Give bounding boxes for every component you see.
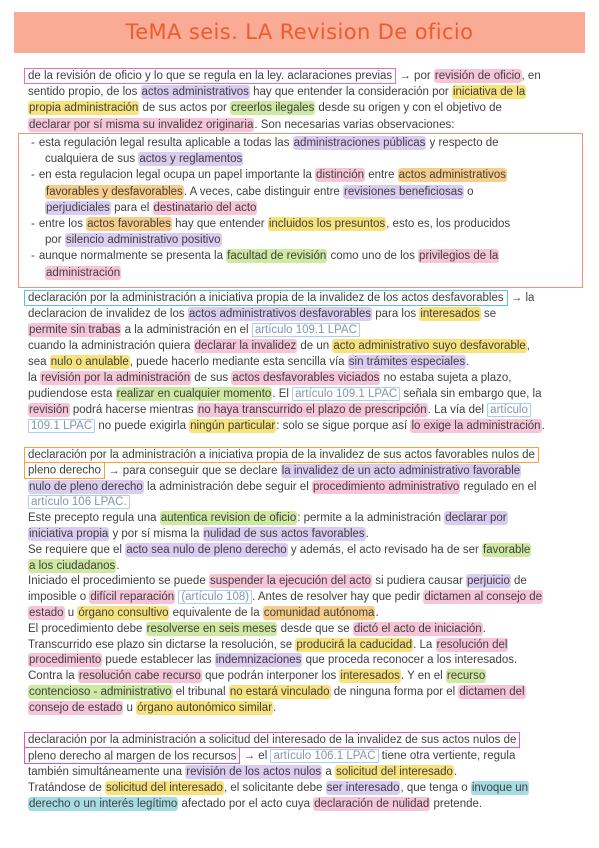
highlighted-term: indemnizaciones	[215, 654, 302, 667]
highlighted-term: declarar por	[445, 512, 507, 525]
bullet-marker: -	[31, 137, 35, 149]
highlighted-term: actos administrativos	[398, 169, 506, 182]
highlighted-term: solicitud del interesado	[335, 766, 453, 778]
highlighted-term: lo exige la administración	[411, 420, 541, 432]
text-line	[28, 559, 576, 575]
text-run: o	[463, 185, 474, 198]
text-run: Este precepto regula una	[28, 512, 160, 525]
text-run: y por sí misma la	[109, 527, 203, 540]
text-line	[31, 184, 576, 200]
text-run: . El	[272, 388, 293, 400]
highlighted-term: actos desfavorables viciados	[232, 372, 380, 384]
article-reference: artículo	[487, 403, 531, 417]
highlighted-term: permite sin trabas	[29, 324, 121, 336]
line-content	[28, 606, 379, 622]
text-run: no estaba sujeta a plazo,	[380, 372, 512, 384]
highlighted-term: procedimiento administrativo	[312, 480, 460, 493]
text-run: Tratándose de	[28, 782, 105, 794]
title-banner	[14, 12, 585, 53]
text-line	[28, 402, 576, 418]
line-content	[28, 653, 517, 669]
line-content	[28, 117, 454, 133]
line-content	[45, 184, 474, 200]
text-line	[28, 448, 576, 464]
text-line	[28, 669, 576, 685]
line-content	[28, 480, 536, 496]
line-content	[28, 84, 526, 100]
text-line	[28, 117, 576, 133]
highlighted-term: estado	[29, 606, 64, 619]
text-line	[28, 370, 576, 386]
highlighted-term: consejo de estado	[29, 701, 123, 714]
text-run: . La vía del	[427, 404, 488, 416]
highlighted-term: derecho o un interés legítimo	[29, 798, 178, 810]
text-line	[28, 748, 576, 764]
section-heading: de la revisión de oficio y lo que se regula en la ley. aclaraciones previas	[24, 68, 396, 84]
line-content	[28, 100, 502, 116]
highlighted-term: distinción	[316, 169, 364, 182]
highlighted-term: actos y reglamentos	[139, 153, 243, 166]
text-run: podrá hacerse mientras	[69, 404, 197, 416]
highlighted-term: facultad de revisión	[227, 250, 327, 263]
line-content	[28, 354, 469, 370]
bullet-marker: -	[31, 169, 35, 182]
text-line	[28, 386, 576, 402]
text-run: para los	[372, 308, 420, 320]
text-run: Contra la	[28, 670, 78, 683]
text-line	[28, 68, 576, 84]
line-content	[28, 511, 508, 527]
article-reference: artículo 106.1 LPAC	[270, 749, 378, 763]
highlighted-term: procedimiento	[29, 654, 102, 667]
section-heading: pleno derecho	[24, 462, 105, 479]
highlighted-term: la invalidez de un acto administrativo favorable	[281, 464, 521, 477]
text-run: como uno de los	[327, 250, 419, 263]
text-run: aunque normalmente se presenta la	[38, 250, 227, 263]
highlighted-term: revisiones beneficiosas	[344, 185, 463, 198]
text-line	[28, 732, 576, 748]
article-reference: artículo 109.1 LPAC	[292, 387, 400, 401]
intro-paragraph	[28, 68, 576, 133]
text-run: pretende.	[430, 798, 483, 810]
text-line	[28, 780, 576, 796]
highlighted-term: dictamen al consejo de	[424, 591, 543, 604]
text-run: . Y en el	[400, 670, 446, 683]
line-content	[28, 386, 542, 402]
line-content	[45, 232, 222, 248]
text-run: .	[273, 701, 277, 714]
highlighted-term: ningún particular	[190, 420, 276, 432]
text-run: : solo se sigue porque así	[276, 420, 411, 432]
highlighted-term: creerlos ilegales	[231, 102, 315, 115]
highlighted-term: resolverse en seis meses	[146, 622, 277, 635]
text-run: cuando la administración quiera	[28, 340, 194, 352]
text-line	[28, 306, 576, 322]
text-run: desde que se	[277, 622, 353, 635]
text-run: por	[45, 234, 65, 247]
highlighted-term: sin trámites especiales	[348, 356, 466, 368]
section-heading: declaración por la administración a solicitud del interesado de la invalidez de sus actos nulos de	[24, 732, 520, 748]
text-run: .	[375, 606, 379, 619]
highlighted-term: incluidos los presuntos	[268, 217, 386, 230]
highlighted-term: producirá la caducidad	[296, 638, 413, 651]
text-run: → la	[507, 292, 535, 304]
line-content	[28, 638, 508, 654]
text-line	[28, 590, 576, 606]
text-run: de	[510, 575, 527, 588]
highlighted-term: acto administrativo suyo desfavorable	[333, 340, 526, 352]
highlighted-term: suspender la ejecución del acto	[209, 575, 372, 588]
text-run: puede establecer las	[102, 654, 215, 667]
highlighted-term: no estará vinculado	[229, 685, 330, 698]
line-content	[28, 290, 534, 306]
highlighted-term: revisión por la administración	[41, 372, 191, 384]
text-run: .	[482, 622, 486, 635]
text-line	[31, 232, 576, 248]
section-heading: declaración por la administración a iniciativa propia de la invalidez de los actos desfavorables	[24, 290, 508, 306]
highlighted-term: nulidad de sus actos favorables	[203, 527, 365, 540]
highlighted-term: revisión	[29, 404, 69, 416]
text-run: , que tenga o	[400, 782, 471, 794]
text-line	[28, 527, 576, 543]
highlighted-term: iniciativa de la	[452, 86, 526, 99]
highlighted-term: dictó el acto de iniciación	[353, 622, 482, 635]
text-run: hay que entender	[171, 217, 268, 230]
highlighted-term: revisión de oficio	[434, 70, 521, 82]
text-run: sea	[28, 356, 50, 368]
line-content	[28, 669, 486, 685]
text-run: que proceda reconocer a los interesados.	[302, 654, 518, 667]
line-content	[31, 167, 507, 183]
line-content	[28, 590, 543, 606]
text-run: El procedimiento debe	[28, 622, 146, 635]
line-content	[28, 68, 541, 84]
line-content	[45, 265, 121, 281]
line-content	[28, 748, 515, 764]
line-content	[28, 574, 527, 590]
text-run: : permite a la administración	[297, 512, 445, 525]
text-run: .	[541, 420, 545, 432]
highlighted-term: administración	[46, 266, 121, 279]
bullet-marker: -	[31, 250, 35, 263]
text-line	[28, 495, 576, 511]
highlighted-term: iniciativa propia	[29, 527, 109, 540]
highlighted-term: autentica revision de oficio	[160, 512, 297, 525]
highlighted-term: perjudiciales	[46, 201, 110, 214]
text-run: declaracion de invalidez de los	[28, 308, 188, 320]
highlighted-term: órgano autonómico similar	[137, 701, 273, 714]
text-run: esta regulación legal resulta aplicable a todas las	[38, 137, 293, 149]
text-line	[31, 167, 576, 183]
text-line	[31, 265, 576, 281]
line-content	[28, 543, 531, 559]
text-run: y respecto de	[426, 137, 499, 149]
text-line	[28, 84, 576, 100]
line-content	[28, 370, 511, 386]
highlighted-term: acto sea nulo de pleno derecho	[126, 543, 287, 556]
highlighted-term: declarar la invalidez	[194, 340, 297, 352]
text-run: Iniciado el procedimiento se puede	[28, 575, 209, 588]
highlighted-term: recurso	[446, 670, 486, 683]
text-run: .	[453, 766, 458, 778]
text-line	[28, 480, 576, 496]
line-content	[28, 622, 486, 638]
highlighted-term: realizar en cualquier momento	[116, 388, 272, 400]
highlighted-term: resolución del	[436, 638, 508, 651]
highlighted-term: declarar por sí misma su invalidez originaria	[29, 118, 254, 131]
highlighted-term: nulo o anulable	[50, 356, 129, 368]
highlighted-term: actos favorables	[87, 217, 171, 230]
text-run: y además, el acto revisado ha de ser	[287, 543, 482, 556]
text-run: de sus actos por	[139, 102, 231, 115]
text-run: u	[123, 701, 137, 714]
text-run: desde su origen y con el objetivo de	[315, 102, 502, 115]
text-run: . A veces, cabe distinguir entre	[183, 185, 343, 198]
section-heading: pleno derecho al margen de los recursos	[24, 748, 240, 765]
highlighted-term: actos administrativos	[141, 86, 249, 99]
highlighted-term: dictamen del	[459, 685, 525, 698]
text-line	[28, 653, 576, 669]
line-content	[28, 764, 457, 780]
text-run: Se requiere que el	[28, 543, 126, 556]
highlighted-term: perjuicio	[467, 575, 510, 588]
text-run: . Antes de resolver hay que pedir	[252, 591, 424, 604]
text-run: afectado por el acto cuya	[178, 798, 314, 810]
text-run: regulado en el	[460, 480, 537, 493]
line-content	[28, 495, 130, 511]
highlighted-term: destinatario del acto	[153, 201, 257, 214]
bullet-marker: -	[31, 217, 35, 230]
text-line	[28, 638, 576, 654]
text-line	[28, 418, 576, 434]
line-content	[28, 322, 360, 338]
highlighted-term: administraciones públicas	[293, 137, 426, 149]
text-line	[28, 685, 576, 701]
text-run: → el	[240, 750, 271, 762]
text-line	[28, 796, 576, 812]
text-run: Transcurrido ese plazo sin dictarse la resolución, se	[28, 638, 296, 651]
observations-list	[18, 133, 583, 288]
text-line	[31, 135, 576, 151]
line-content	[28, 306, 496, 322]
highlighted-term: contencioso - administrativo	[29, 685, 172, 698]
highlighted-term: interesados	[420, 308, 480, 320]
text-run: en esta regulacion legal ocupa un papel importante la	[38, 169, 316, 182]
text-run: .	[365, 527, 369, 540]
article-reference: 109.1 LPAC	[28, 419, 95, 433]
text-run: → por	[396, 70, 434, 82]
text-run: ,	[526, 340, 530, 352]
text-line	[28, 354, 576, 370]
text-line	[31, 248, 576, 264]
line-content	[28, 796, 482, 812]
text-line	[28, 701, 576, 717]
text-run: .	[116, 559, 120, 572]
text-line	[31, 216, 576, 232]
line-content	[28, 402, 531, 418]
text-line	[28, 606, 576, 622]
text-run: a	[322, 766, 335, 778]
text-line	[28, 543, 576, 559]
highlighted-term: favorables y desfavorables	[46, 185, 183, 198]
highlighted-term: difícil reparación	[90, 591, 175, 604]
text-run: el tribunal	[172, 685, 229, 698]
text-run: que podrán interponer los	[201, 670, 340, 683]
text-line	[28, 100, 576, 116]
line-content	[28, 732, 520, 748]
line-content	[28, 338, 530, 354]
text-run: la	[28, 372, 41, 384]
line-content	[28, 559, 120, 575]
text-run: , puede hacerlo mediante esta sencilla vía	[129, 356, 348, 368]
text-run: a la administración en el	[121, 324, 252, 336]
text-run: sentido propio, de los	[28, 86, 141, 99]
line-content	[45, 151, 243, 167]
highlighted-term: invoque un	[471, 782, 529, 794]
line-content	[28, 464, 521, 480]
text-run: → para conseguir que se declare	[104, 464, 281, 477]
text-run: de ninguna forma por el	[330, 685, 459, 698]
highlighted-term: órgano consultivo	[78, 606, 169, 619]
text-run: cualquiera de sus	[45, 153, 139, 166]
text-run: señala sin embargo que, la	[400, 388, 542, 400]
highlighted-term: privilegios de la	[419, 250, 499, 263]
section-request-of-interested-party	[28, 732, 576, 812]
highlighted-term: a los ciudadanos	[29, 559, 116, 572]
text-line	[28, 322, 576, 338]
text-run: . Son necesarias varias observaciones:	[254, 118, 455, 131]
text-line	[31, 151, 576, 167]
text-line	[28, 511, 576, 527]
text-run: , esto es, los producidos	[386, 217, 511, 230]
text-run: , en	[521, 70, 541, 82]
highlighted-term: nulo de pleno derecho	[29, 480, 143, 493]
text-line	[28, 290, 576, 306]
article-reference: (artículo 108)	[178, 590, 252, 604]
text-run: imposible o	[28, 591, 90, 604]
text-run: hay que entender la consideración por	[249, 86, 452, 99]
line-content	[31, 216, 510, 232]
highlighted-term: favorable	[483, 543, 531, 556]
highlighted-term: actos administrativos desfavorables	[188, 308, 371, 320]
line-content	[45, 200, 257, 216]
highlighted-term: resolución cabe recurso	[78, 670, 201, 683]
text-run: , el solicitante debe	[223, 782, 326, 794]
text-run: . La	[413, 638, 436, 651]
text-run: u	[64, 606, 78, 619]
section-unfavourable-acts	[28, 290, 576, 434]
text-line	[28, 338, 576, 354]
text-run: para el	[110, 201, 153, 214]
line-content	[31, 248, 499, 264]
page-title: TeMA seis. LA Revision De oficio	[125, 20, 474, 44]
line-content	[28, 780, 529, 796]
text-run: si pudiera causar	[372, 575, 467, 588]
text-line	[28, 574, 576, 590]
line-content	[28, 701, 276, 717]
text-line	[28, 764, 576, 780]
section-heading: declaración por la administración a iniciativa propia de la invalidez de sus actos favorables nulos de	[24, 447, 539, 463]
text-run: equivalente de la	[169, 606, 263, 619]
text-line	[28, 622, 576, 638]
line-content	[28, 527, 369, 543]
highlighted-term: ser interesado	[326, 782, 400, 794]
text-line	[28, 464, 576, 480]
text-run: entre	[365, 169, 398, 182]
text-run: .	[466, 356, 470, 368]
highlighted-term: comunidad autónoma	[263, 606, 375, 619]
text-run: la administración debe seguir el	[143, 480, 312, 493]
text-run: de un	[297, 340, 333, 352]
highlighted-term: no haya transcurrido el plazo de prescripción	[197, 404, 427, 416]
highlighted-term: propia administración	[29, 102, 139, 115]
line-content	[31, 135, 499, 151]
section-favourable-null-acts	[28, 448, 576, 717]
highlighted-term: silencio administrativo positivo	[65, 234, 221, 247]
text-run: también simultáneamente una	[28, 766, 186, 778]
highlighted-term: declaración de nulidad	[314, 798, 430, 810]
text-run: se	[480, 308, 497, 320]
article-reference: artículo 109.1 LPAC	[252, 323, 360, 337]
text-line	[31, 200, 576, 216]
text-run: entre los	[38, 217, 87, 230]
text-run: no puede exigirla	[95, 420, 190, 432]
article-reference: artículo 106 LPAC.	[28, 495, 130, 509]
line-content	[28, 685, 526, 701]
text-run: de sus	[191, 372, 232, 384]
text-run: tiene otra vertiente, regula	[378, 750, 516, 762]
highlighted-term: solicitud del interesado	[105, 782, 223, 794]
highlighted-term: revisión de los actos nulos	[186, 766, 322, 778]
line-content	[28, 418, 545, 434]
text-run: pudiendose esta	[28, 388, 116, 400]
highlighted-term: interesados	[340, 670, 400, 683]
